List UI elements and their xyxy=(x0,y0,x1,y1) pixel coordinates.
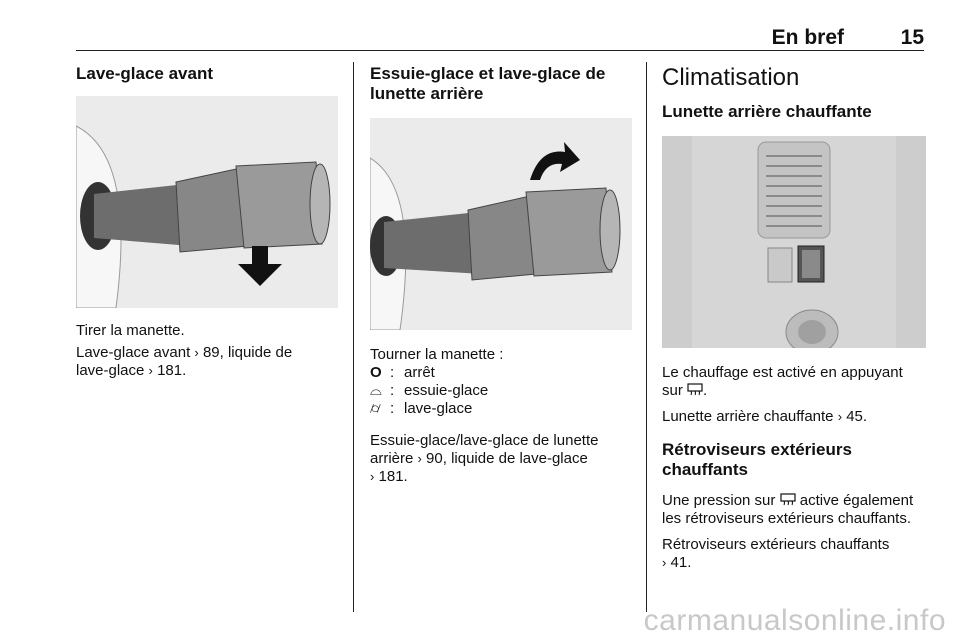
legend-row: ⌭ : lave-glace xyxy=(370,400,473,417)
paragraph: Une pression sur active également les rétroviseurs extérieurs chauffants. xyxy=(662,492,914,527)
reference-arrow-icon: › xyxy=(194,345,199,360)
symbol-legend xyxy=(370,364,632,418)
paragraph: Lave-glace avant › 89, liquide de lave-glace › 181. xyxy=(76,344,293,379)
section-title: Essuie-glace et lave-glace de lunette arrière xyxy=(370,64,606,103)
rear-wiper-figure xyxy=(370,118,632,330)
reference-arrow-icon: › xyxy=(417,451,422,466)
column-divider xyxy=(646,62,647,612)
column-climate xyxy=(662,64,926,572)
reference-arrow-icon: › xyxy=(662,555,667,570)
reference-arrow-icon: › xyxy=(370,469,375,484)
paragraph: Tirer la manette. xyxy=(76,322,185,339)
paragraph: Lunette arrière chauffante › 45. xyxy=(662,408,868,425)
column-front-washer xyxy=(76,64,338,380)
page-header xyxy=(76,22,924,51)
section-title: Rétroviseurs extérieurs chauffants xyxy=(662,440,852,479)
heated-rear-window-icon xyxy=(687,382,703,399)
watermark-url: carmanualsonline.info xyxy=(643,604,946,637)
off-symbol-icon: O xyxy=(370,364,382,381)
heated-rear-window-figure xyxy=(662,136,926,348)
reference-arrow-icon: › xyxy=(148,363,153,378)
wiper-stalk-pull-illustration xyxy=(76,96,338,308)
legend-row: O : arrêt xyxy=(370,364,435,381)
paragraph: Essuie-glace/lave-glace de lunette arrière › 90, liquide de lave-glace › 181. xyxy=(370,432,599,485)
paragraph: Le chauffage est activé en appuyant sur . xyxy=(662,364,903,399)
reference-arrow-icon: › xyxy=(837,409,843,424)
front-washer-figure xyxy=(76,96,338,308)
column-divider xyxy=(353,62,354,612)
paragraph: Rétroviseurs extérieurs chauffants › 41. xyxy=(662,536,890,571)
dashboard-switch-illustration xyxy=(662,136,926,348)
wiper-stalk-rotate-illustration xyxy=(370,118,632,330)
wiper-symbol-icon: ⌓ xyxy=(370,382,382,399)
column-rear-wiper xyxy=(370,64,632,486)
chapter-title: Climatisation xyxy=(662,64,800,91)
legend-row: ⌓ : essuie-glace xyxy=(370,382,489,399)
washer-symbol-icon: ⌭ xyxy=(370,400,381,417)
page-number: 15 xyxy=(900,26,924,49)
section-title: Lunette arrière chauffante xyxy=(662,102,872,121)
section-title: Lave-glace avant xyxy=(76,64,214,83)
paragraph: Tourner la manette : xyxy=(370,346,504,363)
heated-rear-window-icon xyxy=(780,492,796,509)
section-name: En bref xyxy=(771,26,844,49)
